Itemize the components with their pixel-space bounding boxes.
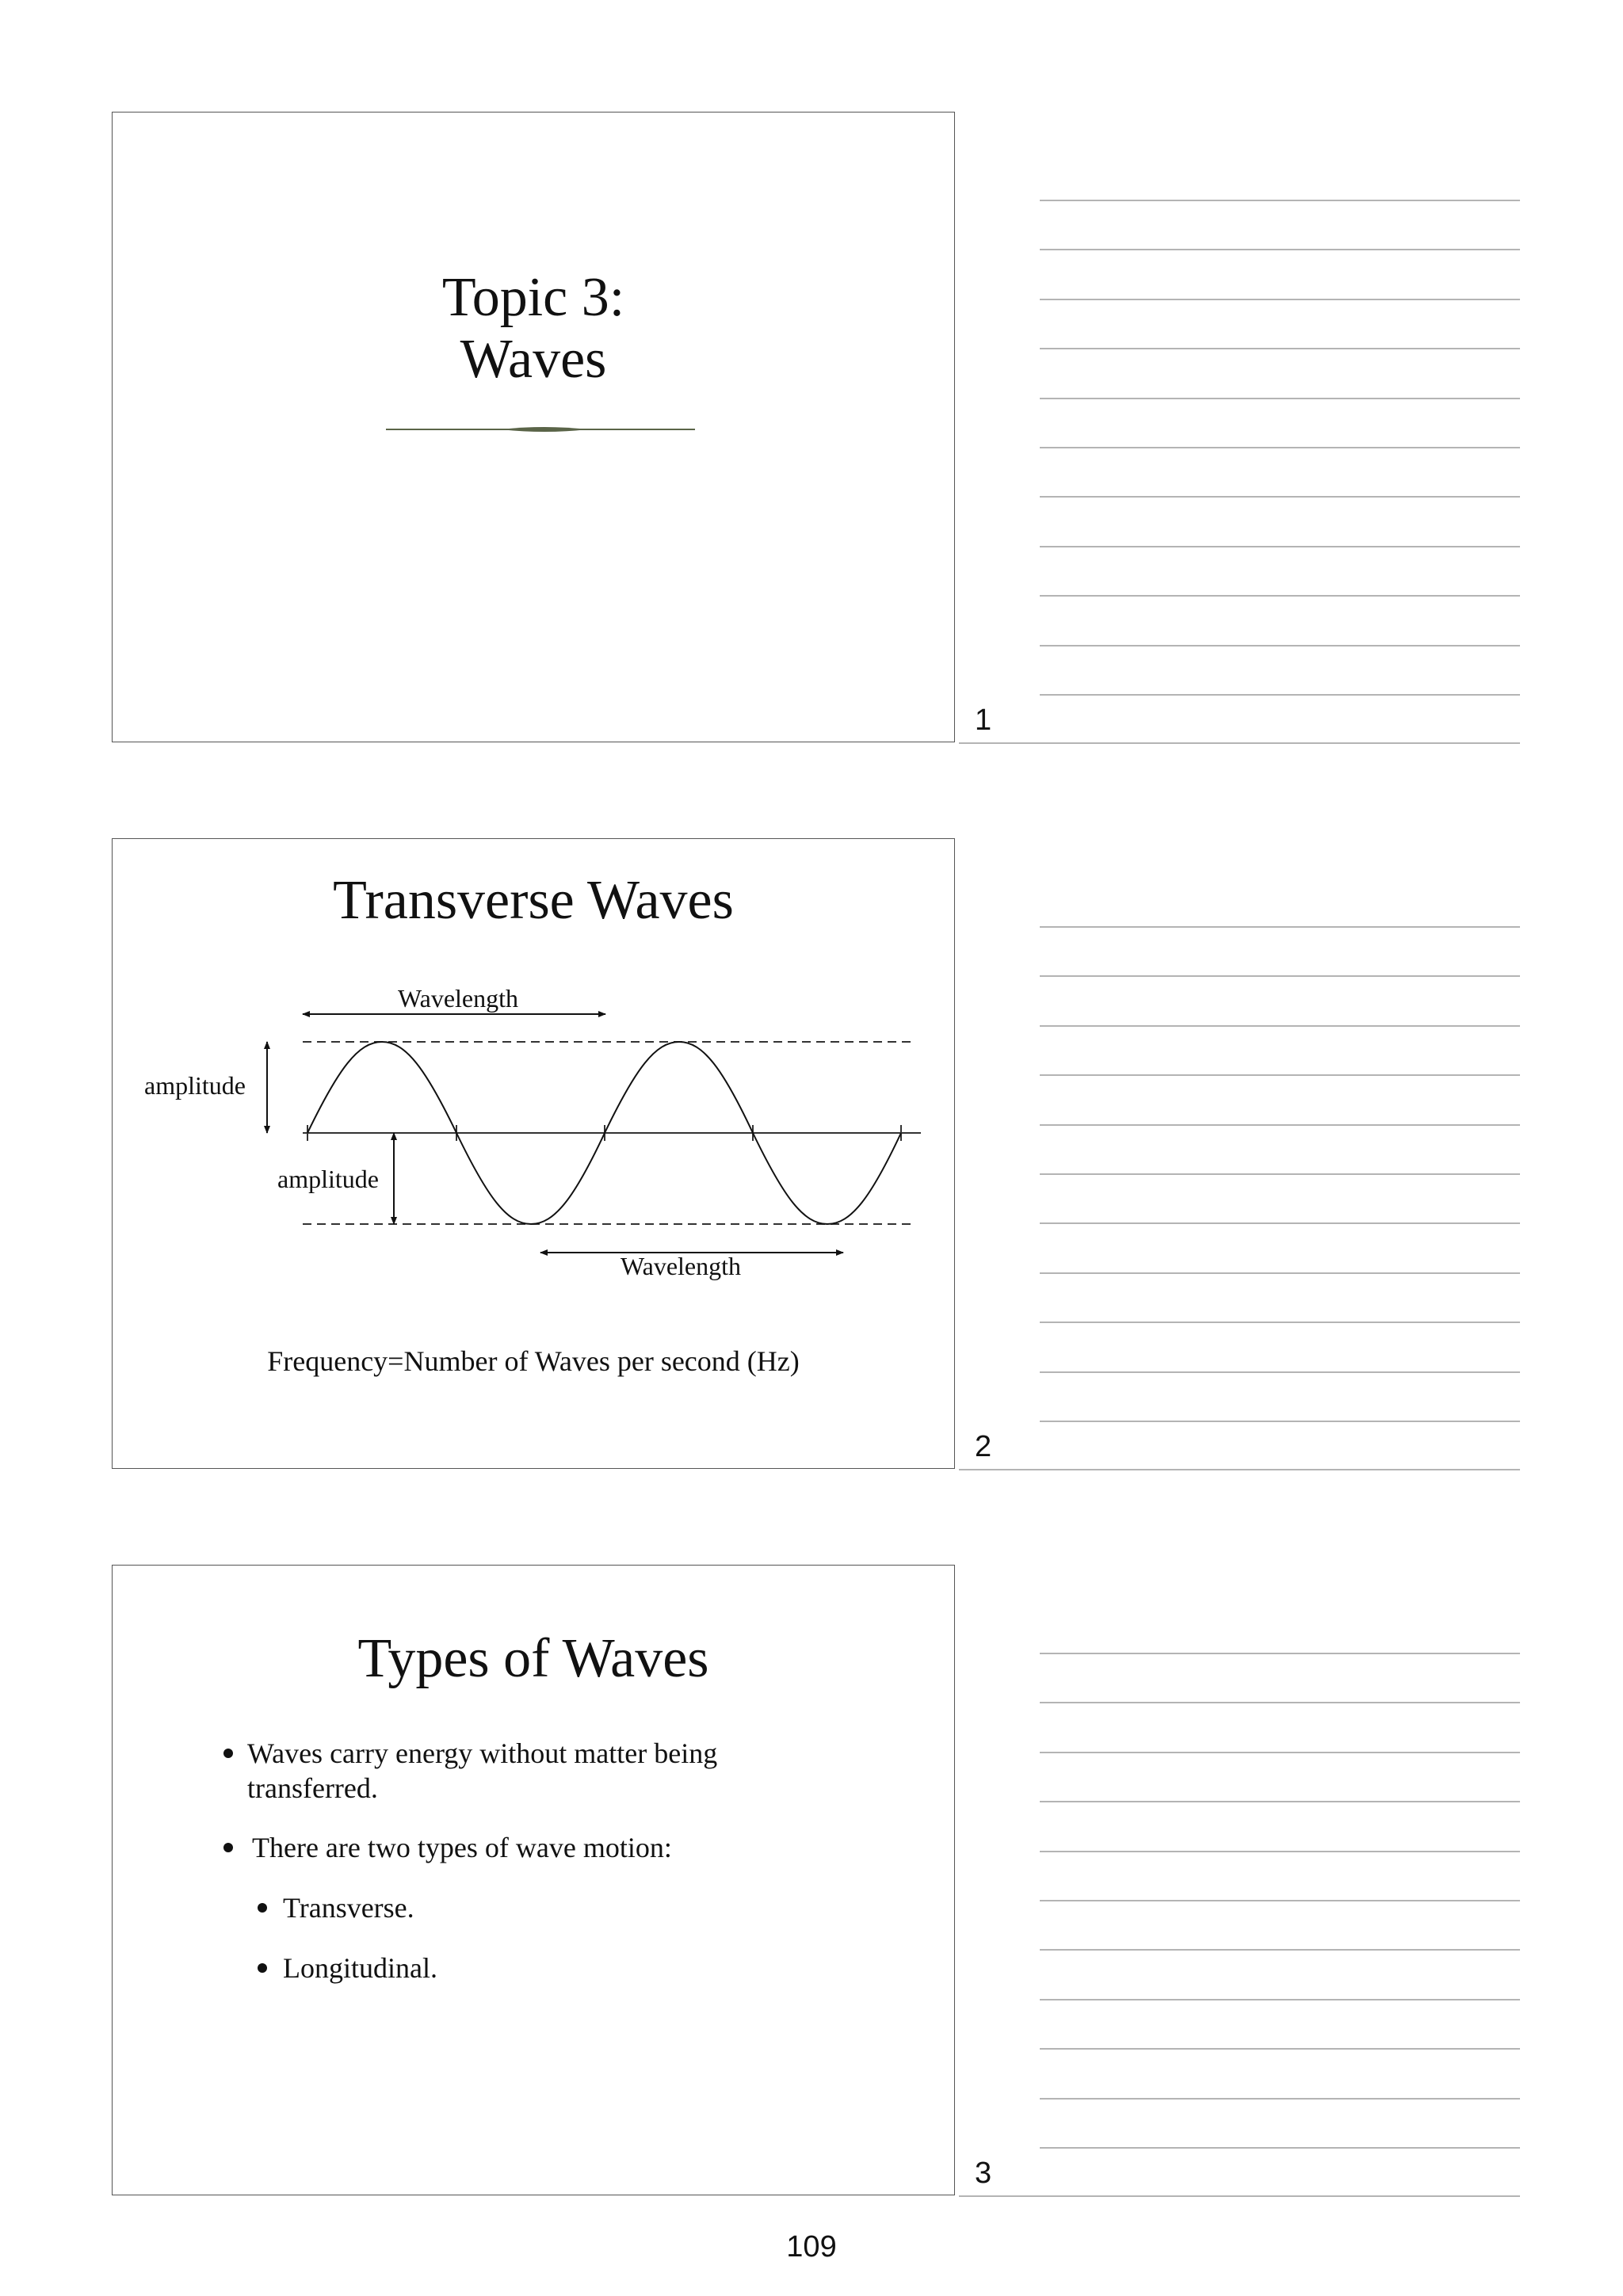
slide-1 — [112, 112, 955, 742]
note-line-bottom — [959, 1469, 1520, 1470]
note-line — [1040, 1222, 1520, 1224]
amplitude-left-label: amplitude — [144, 1071, 246, 1100]
sub-bullet-item: Transverse. — [283, 1890, 838, 1925]
note-line — [1040, 645, 1520, 646]
note-line-bottom — [959, 2195, 1520, 2197]
note-line — [1040, 1124, 1520, 1126]
note-line — [1040, 1173, 1520, 1175]
wavelength-top-label: Wavelength — [397, 984, 519, 1013]
slide-2-title: Transverse Waves — [333, 870, 734, 931]
bullet-dot — [258, 1963, 267, 1973]
note-line — [1040, 1272, 1520, 1274]
note-line — [1040, 496, 1520, 498]
note-line — [1040, 1752, 1520, 1753]
note-line — [1040, 398, 1520, 399]
note-line — [1040, 1653, 1520, 1654]
note-line — [1040, 975, 1520, 977]
note-line — [1040, 926, 1520, 928]
note-line — [1040, 2048, 1520, 2050]
sub-bullet-item: Longitudinal. — [283, 1951, 838, 1985]
slide-number-3: 3 — [975, 2157, 992, 2190]
slide-1-title: Topic 3: Waves — [441, 267, 625, 390]
note-line — [1040, 299, 1520, 300]
note-line — [1040, 1900, 1520, 1901]
note-line — [1040, 1322, 1520, 1323]
bullet-item: Waves carry energy without matter being transferred. — [247, 1736, 881, 1806]
note-line-bottom — [959, 742, 1520, 744]
note-line — [1040, 2098, 1520, 2100]
note-line — [1040, 1949, 1520, 1951]
slide-2 — [112, 838, 955, 1469]
note-line — [1040, 1999, 1520, 2000]
note-line — [1040, 200, 1520, 201]
bullet-dot — [223, 1749, 233, 1758]
note-line — [1040, 694, 1520, 696]
bullet-item: There are two types of wave motion: — [252, 1830, 886, 1865]
note-line — [1040, 1074, 1520, 1076]
wavelength-bottom-label: Wavelength — [620, 1252, 742, 1280]
amplitude-inner-label: amplitude — [277, 1165, 379, 1193]
slide-number-1: 1 — [975, 704, 992, 737]
title-ornament — [382, 418, 699, 441]
note-line — [1040, 1702, 1520, 1703]
slide-3 — [112, 1565, 955, 2195]
note-line — [1040, 546, 1520, 547]
note-line — [1040, 1421, 1520, 1422]
note-line — [1040, 595, 1520, 597]
bullet-list — [113, 1566, 954, 2195]
note-line — [1040, 348, 1520, 349]
note-line — [1040, 249, 1520, 250]
bullet-dot — [223, 1843, 233, 1852]
note-line — [1040, 1801, 1520, 1802]
note-line — [1040, 1851, 1520, 1852]
slide-3-title: Types of Waves — [357, 1628, 709, 1689]
page-number: 109 — [786, 2230, 837, 2264]
frequency-text: Frequency=Number of Waves per second (Hz) — [267, 1345, 800, 1377]
bullet-dot — [258, 1903, 267, 1913]
note-line — [1040, 1025, 1520, 1027]
note-line — [1040, 1371, 1520, 1373]
slide-number-2: 2 — [975, 1430, 992, 1463]
note-line — [1040, 2147, 1520, 2149]
note-line — [1040, 447, 1520, 448]
